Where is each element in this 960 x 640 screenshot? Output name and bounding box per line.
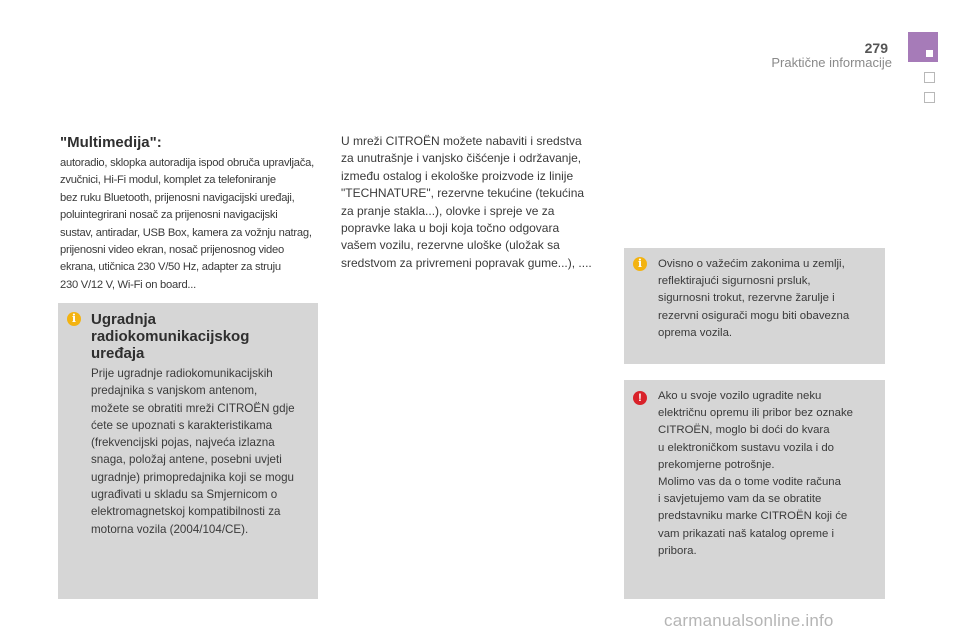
text-line: predstavniku marke CITROËN koji će: [658, 510, 848, 523]
text-line: vašem vozilu, rezervne uloške (uložak sa: [341, 238, 560, 253]
section-title: Praktične informacije: [771, 55, 892, 70]
title-line: Ugradnja: [91, 311, 157, 328]
text-line: možete se obratiti mreži CITROËN gdje: [91, 401, 295, 415]
text-line: poluintegrirani nosač za prijenosni navigacijski: [60, 209, 278, 222]
text-line: Molimo vas da o tome vodite računa: [658, 476, 841, 489]
text-line: ekrana, utičnica 230 V/50 Hz, adapter za struju: [60, 261, 281, 274]
text-line: sustav, antiradar, USB Box, kamera za vožnju natrag,: [60, 226, 312, 239]
text-line: bez ruku Bluetooth, prijenosni navigacijski uređaji,: [60, 191, 295, 204]
text-line: predajnika s vanjskom antenom,: [91, 384, 258, 398]
text-line: snaga, položaj antene, posebni uvjeti: [91, 453, 282, 467]
text-line: pribora.: [658, 544, 697, 557]
chapter-tab-1[interactable]: [924, 72, 935, 83]
radio-info-box: [58, 303, 318, 599]
text-line: vam prikazati naš katalog opreme i: [658, 527, 835, 540]
text-line: ugradnje) primopredajnika koji se mogu: [91, 470, 294, 484]
text-line: ćete se upoznati s karakteristikama: [91, 418, 273, 432]
text-line: u elektroničkom sustavu vozila i do: [658, 441, 835, 454]
text-line: autoradio, sklopka autoradija ispod obruča upravljača,: [60, 157, 314, 169]
text-line: oprema vozila.: [658, 326, 733, 339]
text-line: U mreži CITROËN možete nabaviti i sredstva: [341, 134, 582, 148]
text-line: Ako u svoje vozilo ugradite neku: [658, 390, 822, 402]
info-icon: i: [633, 257, 647, 271]
text-line: CITROËN, moglo bi doći do kvara: [658, 424, 830, 437]
page-number: 279: [864, 40, 888, 56]
network-paragraph: [341, 133, 611, 272]
warning-box-text: [658, 388, 880, 560]
text-line: sredstvom za privremeni popravak gume...), ....: [341, 255, 592, 270]
title-line: radiokomunikacijskog: [91, 328, 250, 345]
radio-box-title: [91, 311, 249, 362]
text-line: Ovisno o važećim zakonima u zemlji,: [658, 258, 845, 270]
text-line: zvučnici, Hi-Fi modul, komplet za telefoniranje: [60, 174, 276, 187]
text-line: i savjetujemo vam da se obratite: [658, 493, 822, 506]
text-line: za unutrašnje i vanjsko čišćenje i održavanje,: [341, 151, 582, 166]
text-line: popravke laka u boji koja točno odgovara: [341, 221, 560, 236]
text-line: između ostalog i ekološke proizvode iz linije: [341, 168, 574, 183]
text-line: elektromagnetskoj kompatibilnosti za: [91, 505, 281, 519]
legal-info-box: [624, 248, 885, 364]
text-line: za pranje stakla...), olovke i spreje ve za: [341, 203, 555, 218]
text-line: sigurnosni trokut, rezervne žarulje i: [658, 292, 835, 305]
legal-box-text: [658, 256, 880, 342]
text-line: (frekvencijski pojas, najveća izlazna: [91, 436, 275, 450]
warning-box: [624, 380, 885, 599]
text-line: ugrađivati u skladu sa Smjernicom o: [91, 488, 278, 502]
warning-icon: !: [633, 391, 647, 405]
radio-box-text: [91, 365, 313, 538]
info-icon: i: [67, 312, 81, 326]
watermark: carmanualsonline.info: [664, 611, 834, 630]
tab-square-icon: [926, 50, 933, 57]
text-line: motorna vozila (2004/104/CE).: [91, 522, 249, 536]
chapter-tab-2[interactable]: [924, 92, 935, 103]
multimedia-text: [60, 155, 322, 294]
text-line: "TECHNATURE", rezervne tekućine (tekućina: [341, 186, 585, 201]
title-line: uređaja: [91, 345, 145, 362]
text-line: 230 V/12 V, Wi-Fi on board...: [60, 278, 196, 291]
text-line: prijenosni video ekran, nosač prijenosnog video: [60, 244, 284, 257]
text-line: prekomjerne potrošnje.: [658, 458, 775, 471]
chapter-tab-active[interactable]: [908, 32, 938, 62]
multimedia-heading: "Multimedija":: [60, 134, 162, 151]
text-line: rezervni osigurači mogu biti obavezna: [658, 309, 850, 322]
text-line: reflektirajući sigurnosni prsluk,: [658, 275, 811, 288]
text-line: Prije ugradnje radiokomunikacijskih: [91, 367, 273, 380]
text-line: električnu opremu ili pribor bez oznake: [658, 407, 854, 420]
